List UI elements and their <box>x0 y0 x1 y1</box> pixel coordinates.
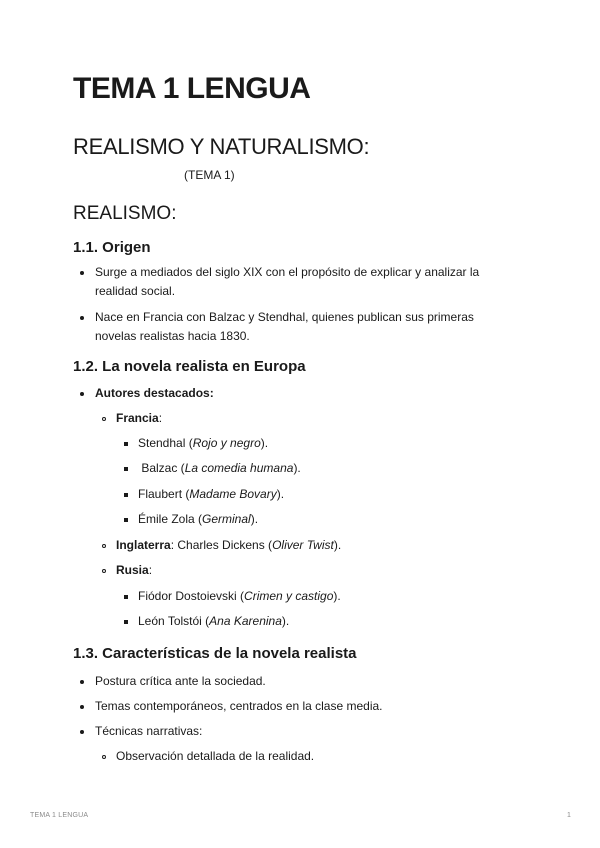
author-end: ). <box>293 461 301 475</box>
work-title: Germinal <box>202 512 251 526</box>
bullet-disc <box>80 730 84 734</box>
author-stendhal <box>138 434 268 453</box>
origen-heading: 1.1. Origen <box>73 239 151 256</box>
rusia-colon: : <box>148 563 153 577</box>
bullet-square <box>124 595 128 599</box>
bullet-square <box>124 493 128 497</box>
author-name: Balzac ( <box>138 461 185 475</box>
author-name: Stendhal ( <box>138 436 193 450</box>
author-name: Émile Zola ( <box>138 512 203 526</box>
bullet-disc <box>80 680 84 684</box>
origen-item-1-line-2: realidad social. <box>95 284 176 298</box>
bullet-square <box>124 518 128 522</box>
author-name: Flaubert ( <box>138 487 190 501</box>
work-title: Crimen y castigo <box>244 589 334 603</box>
autores-label: Autores destacados: <box>95 386 214 400</box>
realismo-heading: REALISMO: <box>73 203 177 224</box>
inglaterra-line <box>116 536 341 555</box>
origen-item-2-line-1: Nace en Francia con Balzac y Stendhal, quienes publican sus primeras <box>95 310 474 324</box>
bullet-square <box>124 620 128 624</box>
author-end: ). <box>276 487 285 501</box>
bullet-circle <box>102 569 106 573</box>
author-tolstoi <box>138 612 289 631</box>
author-name: León Tolstói ( <box>138 614 210 628</box>
author-end: ). <box>260 436 269 450</box>
work-title: Rojo y negro <box>192 436 261 450</box>
bullet-disc <box>80 316 84 320</box>
bullet-disc <box>80 271 84 275</box>
inglaterra-end: ). <box>333 538 342 552</box>
rusia-label: Rusia <box>116 563 149 577</box>
rusia-line <box>116 561 152 580</box>
inglaterra-label: Inglaterra <box>116 538 171 552</box>
author-dostoievski <box>138 587 341 606</box>
work-title: La comedia humana <box>184 461 294 475</box>
origen-item-1-line-1: Surge a mediados del siglo XIX con el propósito de explicar y analizar la <box>95 265 480 279</box>
caracteristicas-heading: 1.3. Características de la novela realista <box>73 645 357 662</box>
origen-item-2-line-2: novelas realistas hacia 1830. <box>95 329 250 343</box>
work-title: Madame Bovary <box>189 487 277 501</box>
francia-colon: : <box>158 411 163 425</box>
bullet-square <box>124 467 128 471</box>
novela-europa-heading: 1.2. La novela realista en Europa <box>73 358 306 375</box>
author-end: ). <box>333 589 341 603</box>
section-subtitle: (TEMA 1) <box>184 168 235 182</box>
bullet-square <box>124 442 128 446</box>
author-zola <box>138 510 258 529</box>
author-end: ). <box>281 614 290 628</box>
bullet-disc <box>80 705 84 709</box>
caracteristicas-item-2: Temas contemporáneos, centrados en la clase media. <box>95 699 383 713</box>
work-title: Oliver Twist <box>272 538 334 552</box>
francia-label: Francia <box>116 411 159 425</box>
section-title: REALISMO Y NATURALISMO: <box>73 134 370 159</box>
bullet-circle <box>102 417 106 421</box>
bullet-circle <box>102 755 106 759</box>
author-end: ). <box>250 512 259 526</box>
work-title: Ana Karenina <box>209 614 282 628</box>
inglaterra-text: : Charles Dickens ( <box>170 538 273 552</box>
author-name: Fiódor Dostoievski ( <box>138 589 245 603</box>
author-flaubert <box>138 485 284 504</box>
bullet-circle <box>102 544 106 548</box>
caracteristicas-item-1: Postura crítica ante la sociedad. <box>95 674 266 688</box>
footer-title: TEMA 1 LENGUA <box>30 812 89 819</box>
document-title: TEMA 1 LENGUA <box>73 72 311 105</box>
francia-line <box>116 409 162 428</box>
footer-page-number: 1 <box>567 812 572 819</box>
caracteristicas-subitem-1: Observación detallada de la realidad. <box>116 749 315 763</box>
author-balzac <box>138 459 301 478</box>
bullet-disc <box>80 392 84 396</box>
caracteristicas-item-3: Técnicas narrativas: <box>95 724 203 738</box>
